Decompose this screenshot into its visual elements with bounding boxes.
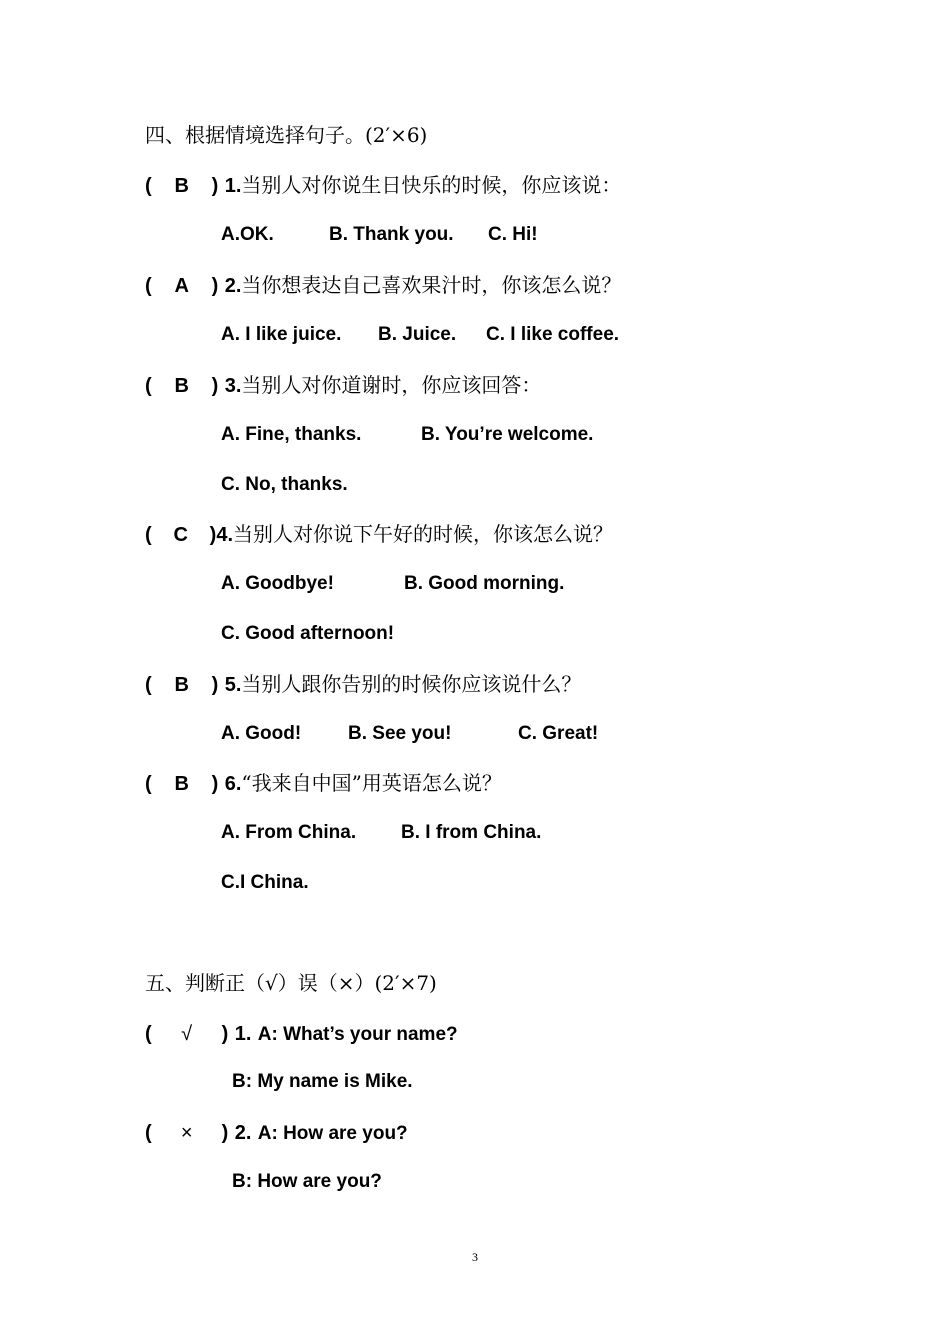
option-a: A. Good! <box>221 723 302 744</box>
dialogue-line-a: A: What’s your name? <box>257 1024 458 1045</box>
question-number: 2. <box>224 275 242 297</box>
close-paren: ) <box>211 773 219 795</box>
open-paren: ( <box>145 773 152 795</box>
question-row <box>145 1117 408 1147</box>
close-paren: ) <box>211 375 219 397</box>
open-paren: ( <box>145 1023 152 1045</box>
dialogue-line-b: B: How are you? <box>232 1171 382 1192</box>
close-paren: ) <box>211 674 219 696</box>
question-number: 1. <box>234 1023 252 1045</box>
question-stem: 当别人对你说生日快乐的时候，你应该说： <box>241 173 622 197</box>
question-row <box>145 519 613 549</box>
question-number: 2. <box>234 1122 252 1144</box>
option-b: B. See you! <box>348 723 452 744</box>
option-b: B. I from China. <box>401 822 542 843</box>
answer-mark: B <box>174 674 189 696</box>
question-row <box>145 768 502 798</box>
answer-mark: B <box>174 375 189 397</box>
answer-mark: B <box>174 773 189 795</box>
question-row <box>145 270 621 300</box>
open-paren: ( <box>145 524 152 546</box>
open-paren: ( <box>145 375 152 397</box>
option-a: A. Goodbye! <box>221 573 334 594</box>
question-number: 6. <box>224 773 242 795</box>
open-paren: ( <box>145 1122 152 1144</box>
question-number: 5. <box>224 674 242 696</box>
open-paren: ( <box>145 275 152 297</box>
option-a: A. I like juice. <box>221 324 342 345</box>
question-number: 4. <box>216 524 234 546</box>
answer-mark: √ <box>181 1023 193 1045</box>
option-b: B. You’re welcome. <box>421 424 594 445</box>
option-a: A. Fine, thanks. <box>221 424 362 445</box>
question-row <box>145 1018 458 1048</box>
question-number: 3. <box>224 375 242 397</box>
dialogue-line-a: A: How are you? <box>257 1123 408 1144</box>
option-c: C. I like coffee. <box>486 324 620 345</box>
option-c: C. No, thanks. <box>221 474 348 495</box>
question-stem: 当你想表达自己喜欢果汁时，你该怎么说？ <box>241 273 622 297</box>
question-row <box>145 669 581 699</box>
question-stem: “我来自中国”用英语怎么说？ <box>241 771 502 795</box>
question-row <box>145 370 541 400</box>
section-5-title: 五、判断正（√）误（×）(2′×7) <box>145 971 437 995</box>
option-c: C.I China. <box>221 872 309 893</box>
close-paren: ) <box>211 275 219 297</box>
open-paren: ( <box>145 674 152 696</box>
close-paren: ) <box>221 1122 229 1144</box>
question-stem: 当别人对你道谢时，你应该回答： <box>241 373 542 397</box>
page-number: 3 <box>472 1250 478 1264</box>
close-paren: ) <box>221 1023 229 1045</box>
open-paren: ( <box>145 175 152 197</box>
option-c: C. Great! <box>518 723 599 744</box>
answer-mark: × <box>180 1122 193 1144</box>
option-a: A.OK. <box>221 224 274 245</box>
section-4-title: 四、根据情境选择句子。(2′×6) <box>145 123 428 147</box>
question-row <box>145 170 621 200</box>
question-number: 1. <box>224 175 242 197</box>
option-b: B. Good morning. <box>404 573 565 594</box>
answer-mark: B <box>174 175 189 197</box>
dialogue-line-b: B: My name is Mike. <box>232 1071 413 1092</box>
option-a: A. From China. <box>221 822 357 843</box>
option-c: C. Hi! <box>488 224 538 245</box>
option-c: C. Good afternoon! <box>221 623 395 644</box>
question-stem: 当别人对你说下午好的时候，你该怎么说？ <box>233 522 614 546</box>
answer-mark: C <box>173 524 188 546</box>
option-b: B. Thank you. <box>329 224 454 245</box>
close-paren: ) <box>209 524 217 546</box>
option-b: B. Juice. <box>378 324 457 345</box>
question-stem: 当别人跟你告别的时候你应该说什么？ <box>241 672 582 696</box>
close-paren: ) <box>211 175 219 197</box>
answer-mark: A <box>174 275 189 297</box>
